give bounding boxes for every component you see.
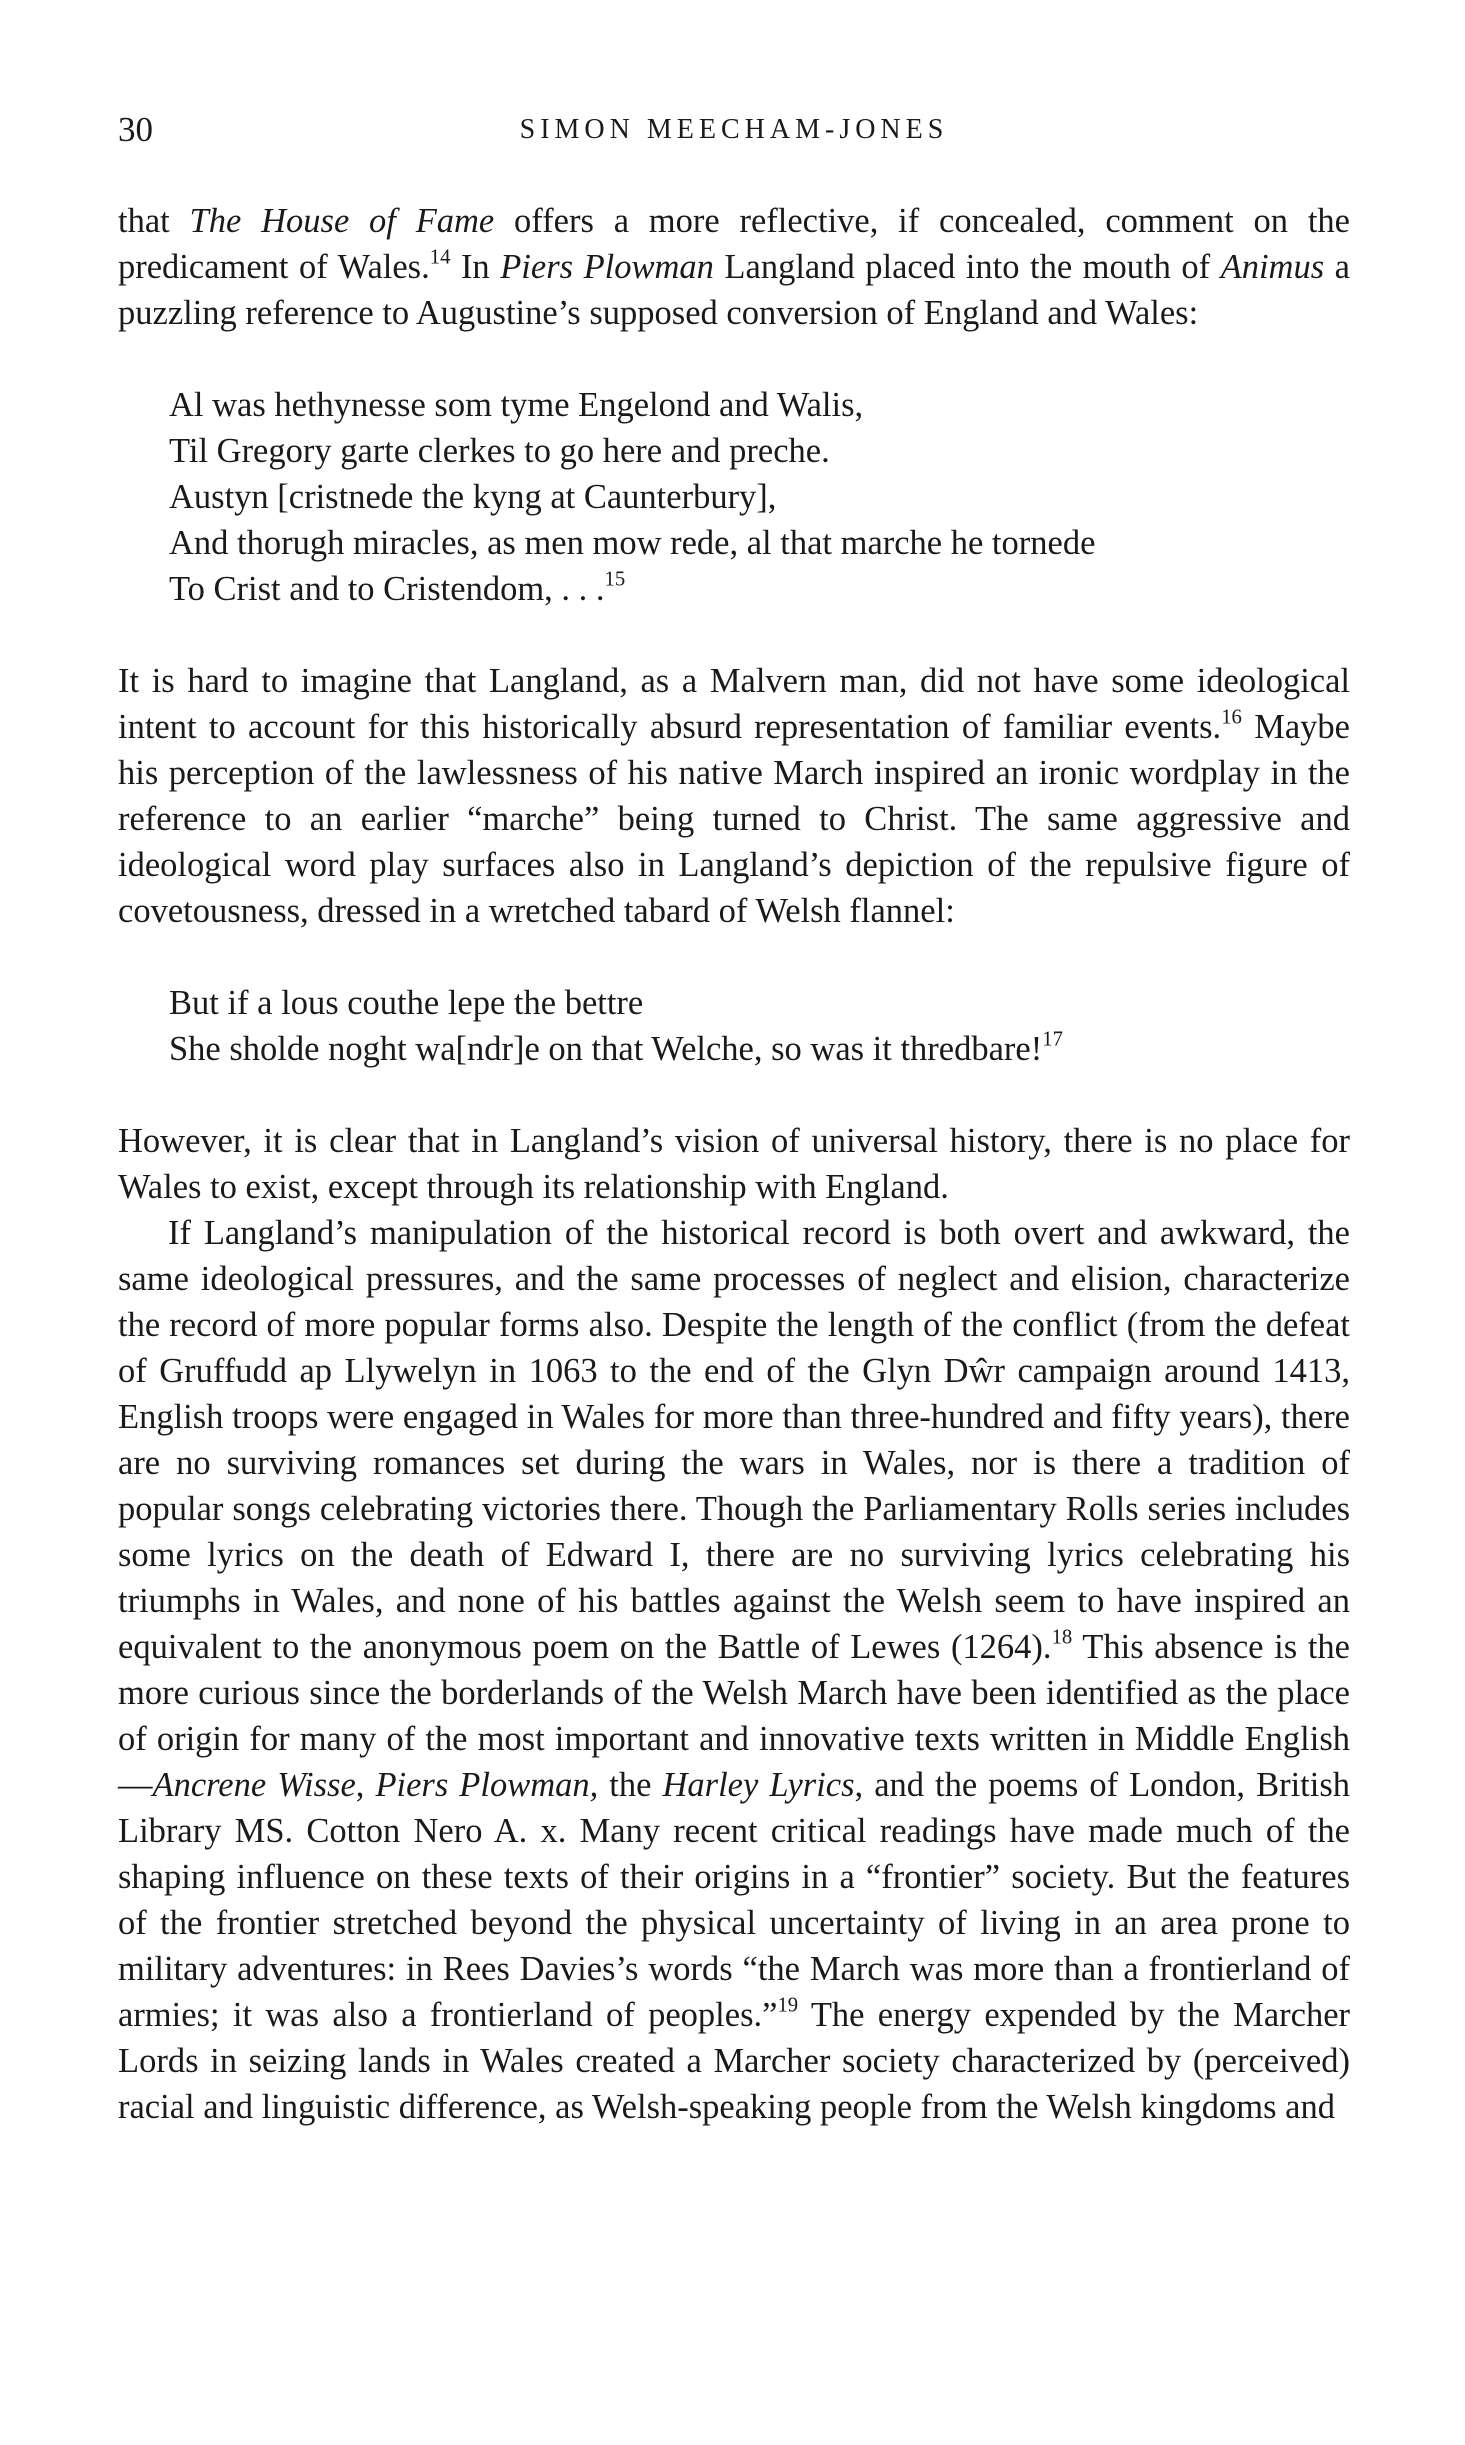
footnote-ref: 15 bbox=[604, 568, 626, 591]
paragraph-4: If Langland’s manipulation of the historical record is both overt and awkward, the same ideological pressures, and the same processes of neglect and elision, characterize the record of more popular forms also. Despite the length of the conflict (from the defeat of Gruffudd ap Llywelyn in 1063 to the end of the Glyn Dŵr campaign around 1413, English troops were engaged in Wales for more than three-hundred and fifty years), there are no surviving romances set during the wars in Wales, nor is there a tradition of popular songs celebrating victories there. Though the Parliamentary Rolls series includes some lyrics on the death of Edward I, there are no surviving lyrics celebrating his triumphs in Wales, and none of his battles against the Welsh seem to have inspired an equivalent to the anonymous poem on the Battle of Lewes (1264).$^{18}$ This absence is the more curious since the borderlands of the Welsh March have been identified as the place of origin for many of the most important and innovative texts written in Middle English—Ancrene Wisse, Piers Plowman, the Harley Lyrics, and the poems of London, British Library MS. Cotton Nero A. x. Many recent critical readings have made much of the shaping influence on these texts of their origins in a “frontier” society. But the features of the frontier stretched beyond the physical uncertainty of living in an area prone to military adventures: in Rees Davies’s words “the March was more than a frontierland of armies; it was also a frontierland of peoples.”$^{19}$ The energy expended by the Marcher Lords in seizing lands in Wales created a Marcher society characterized by (perceived) racial and linguistic difference, as Welsh-speaking people from the Welsh kingdoms and bbox=[118, 1214, 1351, 2126]
verse-quote-2 bbox=[169, 980, 1350, 1072]
footnote-ref: 16 bbox=[1221, 706, 1242, 729]
italic-title: Harley Lyrics bbox=[662, 1766, 855, 1804]
italic-title: The House of Fame bbox=[189, 202, 495, 240]
verse-line: But if a lous couthe lepe the bettre bbox=[169, 984, 644, 1022]
body-text bbox=[118, 198, 1350, 2130]
verse-line: Til Gregory garte clerkes to go here and preche. bbox=[169, 432, 830, 470]
footnote-ref: 19 bbox=[777, 1994, 799, 2017]
running-title: SIMON MEECHAM-JONES bbox=[519, 114, 949, 145]
footnote-ref: 17 bbox=[1042, 1028, 1063, 1051]
footnote-ref: 18 bbox=[1051, 1626, 1073, 1649]
verse-line: She sholde noght wa[ndr]e on that Welche, so was it thredbare!$^{17}$ bbox=[169, 1028, 1063, 1068]
italic-name: Animus bbox=[1220, 248, 1325, 286]
paragraph-2: It is hard to imagine that Langland, as a Malvern man, did not have some ideological intent to account for this historically absurd representation of familiar events.$^{16}$ Maybe his perception of the lawlessness of his native March inspired an ironic wordplay in the reference to an earlier “marche” being turned to Christ. The same aggressive and ideological word play surfaces also in Langland’s depiction of the repulsive figure of covetousness, dressed in a wretched tabard of Welsh flannel: bbox=[118, 662, 1350, 930]
running-head bbox=[118, 110, 1350, 160]
book-page bbox=[118, 0, 1350, 2445]
italic-title: Ancrene Wisse bbox=[152, 1766, 356, 1804]
verse-quote-1 bbox=[169, 382, 1350, 612]
verse-line: Al was hethynesse som tyme Engelond and Walis, bbox=[169, 386, 864, 424]
verse-line: And thorugh miracles, as men mow rede, al that marche he tornede bbox=[169, 524, 1096, 562]
paragraph-3: However, it is clear that in Langland’s vision of universal history, there is no place for Wales to exist, except through its relationship with England. bbox=[118, 1122, 1350, 1206]
verse-line: Austyn [cristnede the kyng at Caunterbury], bbox=[169, 478, 777, 516]
paragraph-1: that The House of Fame offers a more reflective, if concealed, comment on the predicament of Wales.$^{14}$ In Piers Plowman Langland placed into the mouth of Animus a puzzling reference to Augustine’s supposed conversion of England and Wales: bbox=[118, 202, 1350, 332]
page-number: 30 bbox=[118, 110, 153, 149]
verse-line: To Crist and to Cristendom, . . .$^{15}$ bbox=[169, 568, 626, 608]
italic-title: Piers Plowman, bbox=[375, 1766, 599, 1804]
italic-title: Piers Plowman bbox=[500, 248, 714, 286]
footnote-ref: 14 bbox=[429, 246, 451, 269]
